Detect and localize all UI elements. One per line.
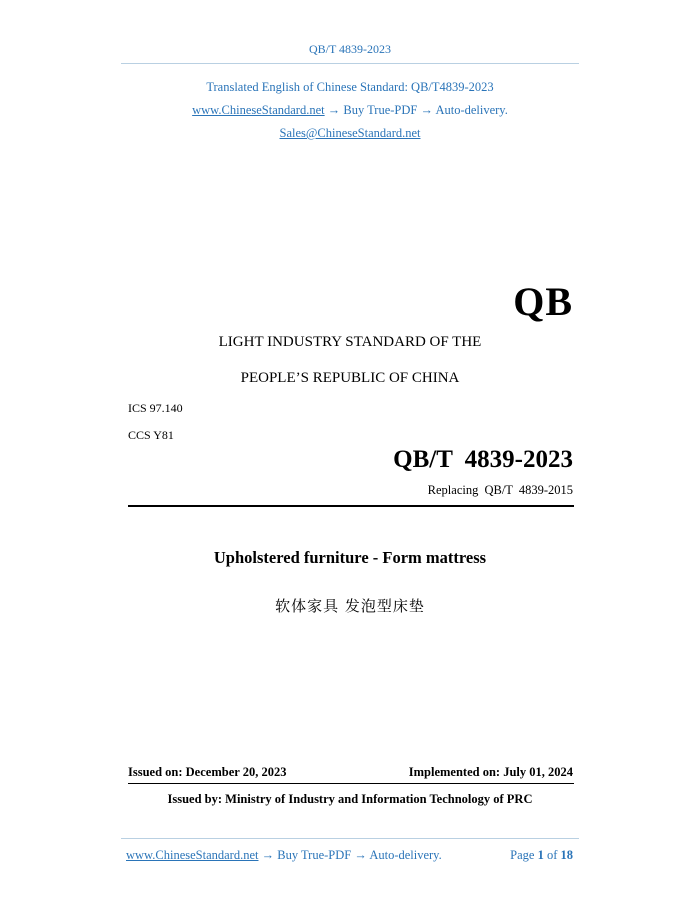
page-total: 18 xyxy=(560,848,573,862)
implemented-date: Implemented on: July 01, 2024 xyxy=(408,765,573,779)
sales-email-link[interactable]: Sales@ChineseStandard.net xyxy=(279,126,421,140)
page-label: Page xyxy=(510,848,535,862)
arrow-right-icon: → xyxy=(420,103,433,117)
standard-number: QB/T 4839-2023 xyxy=(393,446,573,473)
translation-notice: Translated English of Chinese Standard: QB/T4839-2023 xyxy=(206,80,494,94)
footer-auto-delivery-text: Auto-delivery. xyxy=(369,848,442,862)
buy-pdf-text: Buy True-PDF xyxy=(343,103,418,117)
footer-divider xyxy=(121,838,579,839)
translation-links xyxy=(0,103,700,118)
auto-delivery-text: Auto-delivery. xyxy=(435,103,508,117)
org-line-1: LIGHT INDUSTRY STANDARD OF THE xyxy=(218,334,482,350)
email-line xyxy=(0,126,700,141)
issue-divider xyxy=(128,783,574,784)
arrow-right-icon: → xyxy=(327,103,341,117)
qb-logo: QB xyxy=(513,279,573,324)
org-line-2: PEOPLE’S REPUBLIC OF CHINA xyxy=(240,370,460,386)
title-chinese: 软体家具 发泡型床垫 xyxy=(275,597,425,615)
footer-buy-pdf-text: Buy True-PDF xyxy=(277,848,352,862)
website-link[interactable]: www.ChineseStandard.net xyxy=(192,103,325,117)
issuing-authority: Issued by: Ministry of Industry and Information Technology of PRC xyxy=(167,792,533,806)
ccs-code: CCS Y81 xyxy=(128,428,174,442)
title-divider xyxy=(128,505,574,507)
header-standard-code: QB/T 4839-2023 xyxy=(308,42,392,56)
page-of: of xyxy=(546,848,558,862)
header-divider xyxy=(121,63,579,64)
page-indicator xyxy=(510,848,573,863)
arrow-right-icon: → xyxy=(261,848,275,862)
page-current: 1 xyxy=(537,848,544,862)
footer-links xyxy=(126,848,442,863)
replacing-note: Replacing QB/T 4839-2015 xyxy=(427,483,573,497)
title-english: Upholstered furniture - Form mattress xyxy=(213,548,487,567)
issued-date: Issued on: December 20, 2023 xyxy=(128,765,287,779)
arrow-right-icon: → xyxy=(354,848,367,862)
ics-code: ICS 97.140 xyxy=(128,401,183,415)
footer-website-link[interactable]: www.ChineseStandard.net xyxy=(126,848,259,862)
